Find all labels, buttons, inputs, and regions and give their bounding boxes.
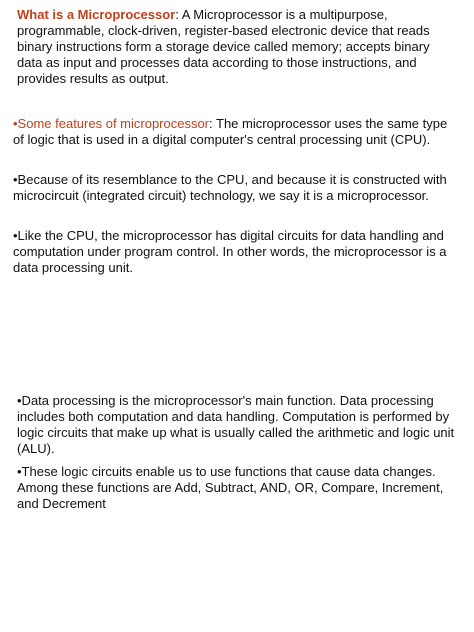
intro-paragraph	[17, 7, 457, 87]
bullet-logic-circuits: •These logic circuits enable us to use functions that cause data changes. Among these functions are Add, Subtract, AND, OR, Compare, Increment, and Decrement	[17, 464, 444, 511]
features-text: : The microprocessor uses the same type of logic that is used in a digital computer's central processing unit (CPU).	[13, 116, 448, 147]
microprocessor-term: What is a Microprocessor	[17, 7, 176, 22]
bullet-data-processing: •Data processing is the microprocessor's main function. Data processing includes both computation and data handling. Computation is performed by logic circuits that make up what is usually called the arithmetic and logic unit (ALU).	[17, 393, 455, 456]
features-heading: •Some features of microprocessor	[13, 116, 210, 131]
bullet-like-cpu: •Like the CPU, the microprocessor has digital circuits for data handling and computation under program control. In other words, the microprocessor is a data processing unit.	[13, 228, 447, 275]
intro-definition: : A Microprocessor is a multipurpose, programmable, clock-driven, register-based electronic device that reads binary instructions form a storage device called memory; accepts binary data as input and processes data according to those instructions, and provides results as output.	[17, 7, 430, 86]
bullet-resemblance: •Because of its resemblance to the CPU, and because it is constructed with microcircuit (integrated circuit) technology, we say it is a microprocessor.	[13, 172, 447, 203]
features-paragraph	[13, 116, 457, 148]
